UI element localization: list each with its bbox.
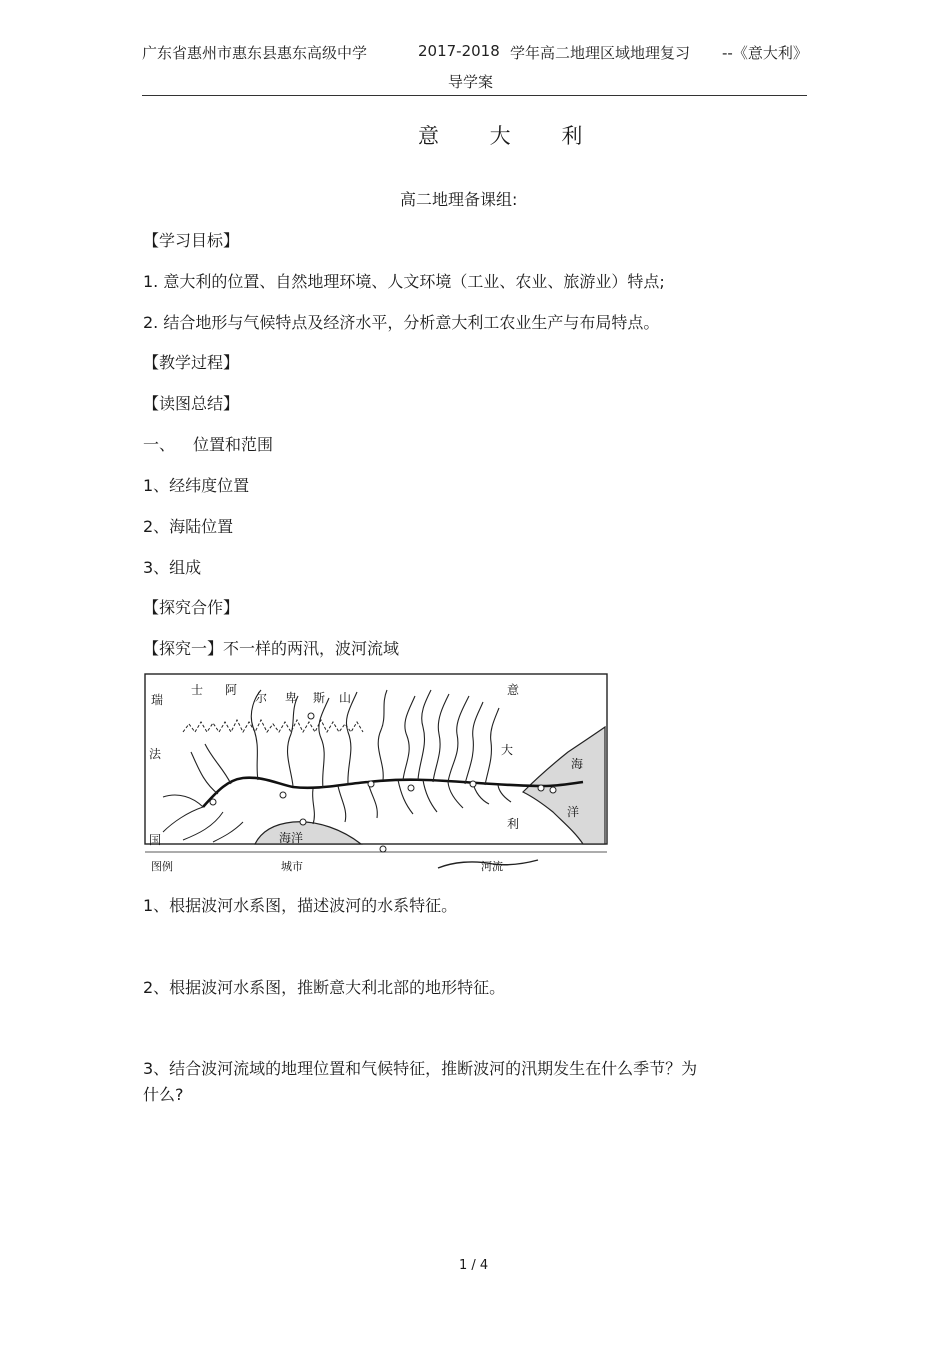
question-3-line-2: 什么? [143, 1085, 184, 1104]
question-3-line-1: 3、结合波河流域的地理位置和气候特征，推断波河的汛期发生在什么季节？为 [143, 1059, 698, 1078]
legend-city-icon [380, 846, 386, 852]
label-alps-5: 山 [339, 691, 352, 705]
label-adriatic-1: 海 [571, 757, 584, 771]
label-italy-2: 大 [501, 743, 514, 757]
label-italy-1: 意 [507, 683, 520, 697]
item-3: 3、组成 [143, 558, 202, 577]
item-2: 2、海陆位置 [143, 517, 234, 536]
question-1: 1、根据波河水系图，描述波河的水系特征。 [143, 896, 458, 915]
header-rule [142, 95, 807, 96]
label-italy-3: 利 [507, 817, 520, 831]
header-year: 2017-2018 [418, 42, 500, 60]
author-line: 高二地理备课组: [400, 190, 518, 209]
goals-heading: 【学习目标】 [143, 231, 240, 250]
explore-1: 【探究一】不一样的两汛，波河流域 [143, 639, 400, 658]
label-france-2: 国 [149, 833, 162, 847]
label-france-1: 法 [149, 747, 162, 761]
part1-title: 位置和范围 [193, 435, 274, 454]
legend-title: 图例 [151, 860, 173, 873]
label-alps-1: 阿 [225, 683, 238, 697]
label-alps-3: 卑 [285, 691, 298, 705]
process-heading: 【教学过程】 [143, 353, 240, 372]
explore-heading: 【探究合作】 [143, 598, 240, 617]
po-river-map [143, 672, 611, 874]
header-course: 学年高二地理区域地理复习 [510, 44, 691, 62]
question-2: 2、根据波河水系图，推断意大利北部的地形特征。 [143, 978, 506, 997]
label-alps-2: 尔 [255, 691, 268, 705]
label-ruishi-1: 瑞 [151, 693, 164, 707]
part1-number: 一、 [143, 435, 176, 454]
legend-city: 城市 [281, 860, 303, 873]
label-adriatic-2: 洋 [567, 805, 580, 819]
doc-title: 意 大 利 [418, 124, 605, 148]
goal-1: 1. 意大利的位置、自然地理环境、人文环境（工业、农业、旅游业）特点; [143, 272, 665, 291]
label-alps-4: 斯 [313, 691, 326, 705]
item-1: 1、经纬度位置 [143, 476, 250, 495]
header-topic: --《意大利》 [722, 44, 808, 62]
header-subtitle: 导学案 [448, 73, 494, 91]
legend-river: 河流 [481, 860, 503, 873]
read-map-heading: 【读图总结】 [143, 394, 240, 413]
label-ruishi-2: 士 [191, 683, 204, 697]
label-ligurian: 海洋 [279, 831, 304, 845]
page-number: 1 / 4 [459, 1258, 489, 1273]
goal-2: 2. 结合地形与气候特点及经济水平，分析意大利工农业生产与布局特点。 [143, 313, 660, 332]
header-school: 广东省惠州市惠东县惠东高级中学 [142, 44, 368, 62]
